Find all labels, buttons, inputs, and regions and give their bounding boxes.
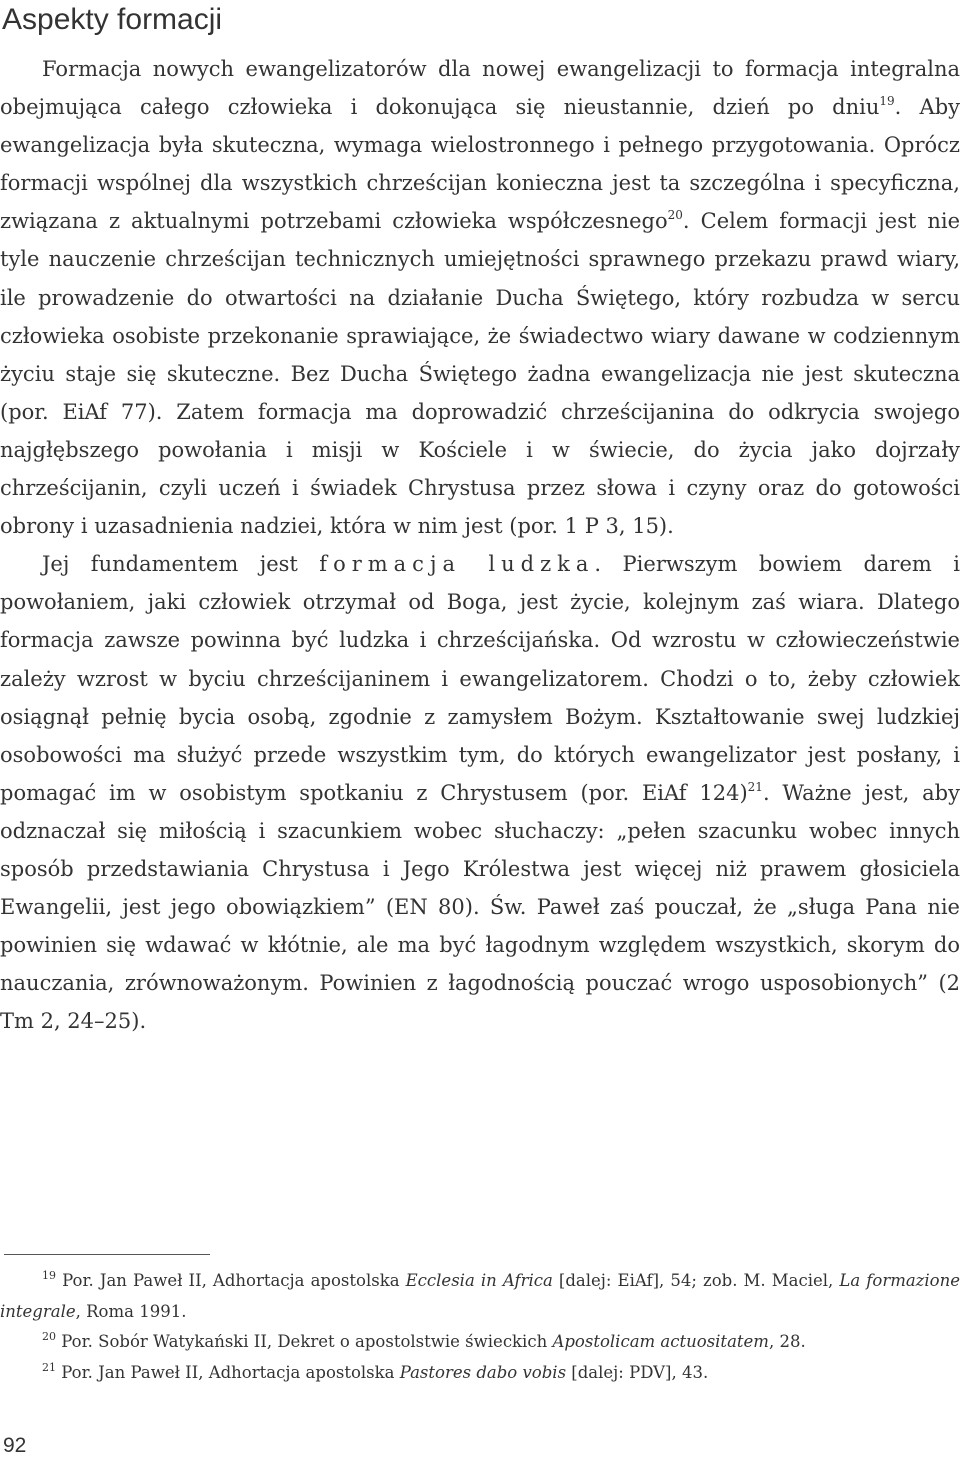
- footnote-title: La formazione integrale: [0, 1271, 960, 1321]
- footnote-title: Ecclesia in Africa: [405, 1271, 553, 1290]
- footnote-text: , 28.: [768, 1332, 806, 1351]
- footnote-text: [dalej: PDV], 43.: [566, 1362, 709, 1382]
- paragraph-2-text-a: Jej fundamentem jest: [42, 552, 320, 577]
- paragraph-2: [0, 545, 960, 1040]
- footnote-number: 20: [42, 1330, 56, 1343]
- paragraph-2-text-b: . Pierwszym bowiem darem i powołaniem, jaki człowiek otrzymał od Boga, jest życie, kolejnym zaś wiara. Dlatego formacja zawsze powinna być ludzka i chrześcijańska. Od wzrostu w człowieczeństwie zależy wzrost w byciu chrześcijaninem i ewangelizatorem. Chodzi o to, żeby człowiek osiągnął pełnię bycia osobą, zgodnie z zamysłem Bożym. Kształtowanie swej ludzkiej osobowości ma służyć przede wszystkim tym, do których ewangelizator jest posłany, i pomagać im w osobistym spotkaniu z Chrystusem (por. EiAf 124): [0, 552, 960, 805]
- footnote-ref-19: 19: [879, 94, 895, 109]
- footnote-divider: [4, 1254, 210, 1255]
- footnote-20: [0, 1327, 960, 1358]
- footnote-title: Apostolicam actuositatem: [552, 1332, 769, 1351]
- footnote-19: [0, 1266, 960, 1327]
- paragraph-2-emphasis: formacja ludzka: [319, 552, 595, 577]
- paragraph-1-text-a: Formacja nowych ewangelizatorów dla nowej ewangelizacji to formacja integralna obejmująca całego człowieka i dokonująca się nieustannie, dzień po dniu: [0, 57, 960, 120]
- footnotes: [0, 1266, 960, 1388]
- footnote-ref-20: 20: [667, 208, 683, 223]
- paragraph-1-text-c: . Celem formacji jest nie tyle nauczenie chrześcijan technicznych umiejętności sprawnego przekazu prawd wiary, ile prowadzenie do otwartości na działanie Ducha Świętego, który rozbudza w sercu człowieka osobiste przekonanie sprawiające, że świadectwo wiary dawane w codziennym życiu staje się skuteczne. Bez Ducha Świętego żadna ewangelizacja nie jest skuteczna (por. EiAf 77). Zatem formacja ma doprowadzić chrześcijanina do odkrycia swojego najgłębszego powołania i misji w Kościele i w świecie, do życia jako dojrzały chrześcijanin, czyli uczeń i świadek Chrystusa przez słowa i czyny oraz do gotowości obrony i uzasadnienia nadziei, która w nim jest (por. 1 P 3, 15).: [0, 209, 960, 539]
- footnote-number: 19: [42, 1269, 56, 1282]
- footnote-text: [dalej: EiAf], 54; zob. M. Maciel,: [552, 1271, 840, 1290]
- footnote-21: [0, 1358, 960, 1389]
- paragraph-1: [0, 50, 960, 545]
- footnote-text: Por. Jan Paweł II, Adhortacja apostolska: [56, 1362, 400, 1382]
- paragraph-2-text-c: . Ważne jest, aby odznaczał się miłością i szacunkiem wobec słuchaczy: „pełen szacunku wobec innych sposób przedstawiania Chrystusa i Jego Królestwa jest więcej niż prawem głosiciela Ewangelii, jest jego obowiązkiem” (EN 80). Św. Paweł zaś pouczał, że „sługa Pana nie powinien się wdawać w kłótnie, ale ma być łagodnym względem wszystkich, skorym do nauczania, zrównoważonym. Powinien z łagodnością pouczać wrogo usposobionych” (2 Tm 2, 24–25).: [0, 780, 960, 1034]
- footnote-title: Pastores dabo vobis: [399, 1362, 567, 1382]
- paragraph-1-text-b: . Aby ewangelizacja była skuteczna, wymaga wielostronnego i pełnego przygotowania. Oprócz formacji wspólnej dla wszystkich chrześcijan konieczna jest ta szczególna i specyficzna, związana z aktualnymi potrzebami człowieka współczesnego: [0, 95, 960, 234]
- footnote-number: 21: [42, 1360, 56, 1374]
- page-number: 92: [3, 1434, 27, 1457]
- main-text: [0, 50, 960, 1040]
- footnote-text: , Roma 1991.: [75, 1301, 187, 1321]
- footnote-text: Por. Sobór Watykański II, Dekret o apostolstwie świeckich: [56, 1332, 553, 1351]
- footnote-ref-21: 21: [747, 779, 763, 794]
- section-heading: Aspekty formacji: [2, 3, 223, 36]
- footnote-text: Por. Jan Paweł II, Adhortacja apostolska: [56, 1271, 406, 1290]
